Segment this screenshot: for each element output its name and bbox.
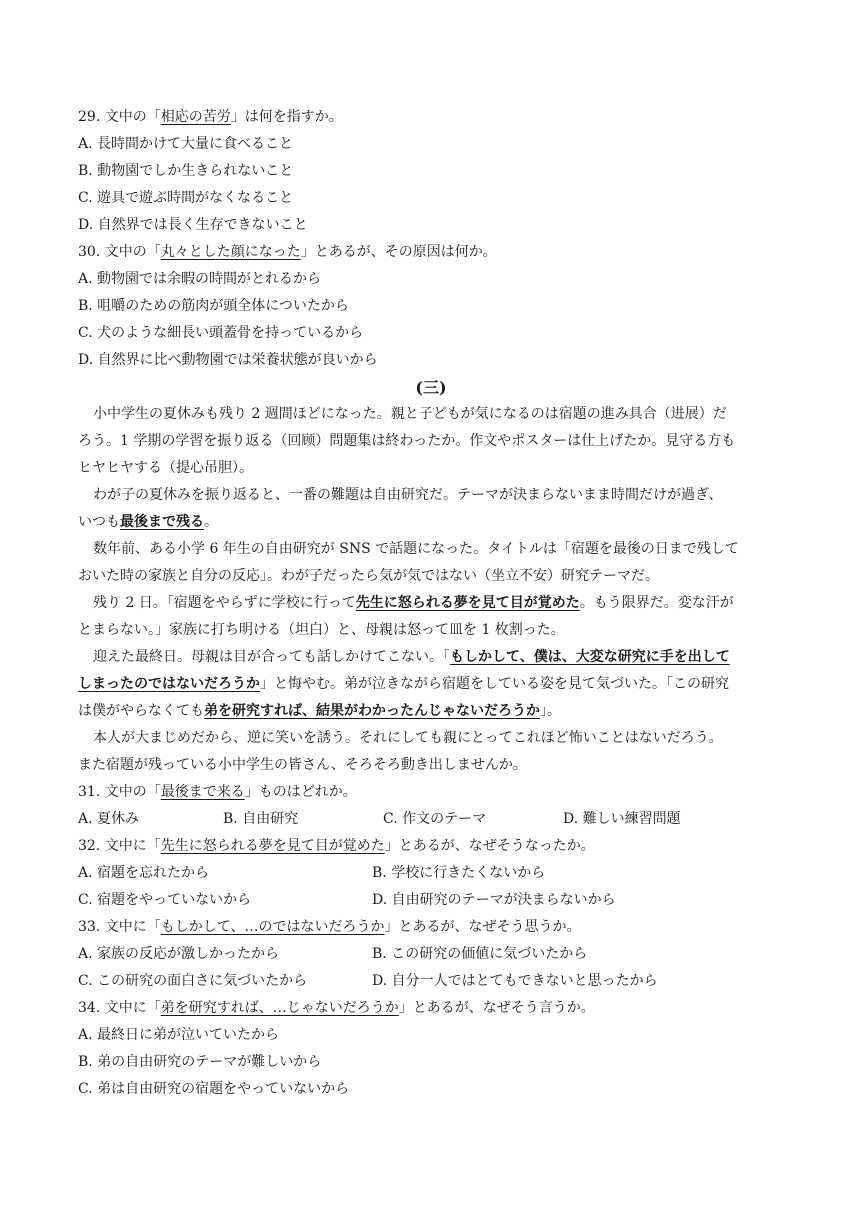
option-b: B. 動物園でしか生きられないこと	[78, 163, 294, 179]
underlined-phrase: 弟を研究すれば、結果がわかったんじゃないだろうか	[204, 703, 540, 719]
passage-line: いつも最後まで残る。	[78, 514, 218, 530]
option-c: C. 犬のような細長い頭蓋骨を持っているから	[78, 325, 364, 341]
underlined-phrase: しまったのではないだろうか	[78, 676, 260, 692]
option-d: D. 自分一人ではとてもできないと思ったから	[372, 973, 658, 989]
question-31: 31. 文中の「最後まで来る」ものはどれか。	[78, 784, 357, 800]
option-c: C. この研究の面白さに気づいたから	[78, 973, 308, 989]
passage-line: 数年前、ある小学 6 年生の自由研究が SNS で話題になった。タイトルは「宿題を最後の日まで残して	[93, 541, 739, 557]
option-a: A. 動物園では余暇の時間がとれるから	[78, 271, 322, 287]
option-b: B. この研究の価値に気づいたから	[372, 946, 588, 962]
option-c: C. 弟は自由研究の宿題をやっていないから	[78, 1081, 350, 1097]
options-row	[78, 860, 784, 887]
passage-line: しまったのではないだろうか」と悔やむ。弟が泣きながら宿題をしている姿を見て気づいた。「この研究	[78, 676, 729, 692]
section-title: (三)	[415, 378, 447, 397]
option-c: C. 作文のテーマ	[383, 811, 487, 827]
question-33: 33. 文中に「もしかして、…のではないだろうか」とあるが、なぜそう思うか。	[78, 919, 581, 935]
underlined-phrase: 相応の苦労	[160, 109, 231, 125]
question-32: 32. 文中に「先生に怒られる夢を見て目が覚めた」とあるが、なぜそうなったか。	[78, 838, 595, 854]
passage-line: ろう。1 学期の学習を振り返る（回顾）問題集は終わったか。作文やポスターは仕上げたか。見守る方も	[78, 433, 736, 449]
option-b: B. 学校に行きたくないから	[372, 865, 546, 881]
option-d: D. 自然界では長く生存できないこと	[78, 217, 308, 233]
option-d: D. 自然界に比べ動物園では栄養状態が良いから	[78, 352, 378, 368]
passage-line: 残り 2 日。「宿題をやらずに学校に行って先生に怒られる夢を見て目が覚めた。もう限界だ。変な汗が	[93, 595, 734, 611]
underlined-phrase: もしかして、…のではないだろうか	[160, 919, 385, 935]
underlined-phrase: もしかして、僕は、大変な研究に手を出して	[450, 649, 730, 665]
question-29: 29. 文中の「相応の苦労」は何を指すか。	[78, 109, 343, 125]
passage-line: とまらない。」家族に打ち明ける（坦白）と、母親は怒って皿を 1 枚割った。	[78, 622, 565, 638]
options-row	[78, 941, 784, 968]
underlined-phrase: 最後まで来る	[160, 784, 245, 800]
question-34: 34. 文中に「弟を研究すれば、…じゃないだろうか」とあるが、なぜそう言うか。	[78, 1000, 595, 1016]
underlined-phrase: 先生に怒られる夢を見て目が覚めた	[160, 838, 385, 854]
passage-line: おいた時の家族と自分の反応」。わが子だったら気が気ではない（坐立不安）研究テーマだ。	[78, 568, 659, 584]
option-c: C. 遊具で遊ぶ時間がなくなること	[78, 190, 294, 206]
option-a: A. 家族の反応が激しかったから	[78, 946, 280, 962]
underlined-phrase: 丸々とした顔になった	[160, 244, 301, 260]
passage-line: は僕がやらなくても弟を研究すれば、結果がわかったんじゃないだろうか」。	[78, 703, 561, 719]
passage-line: 本人が大まじめだから、逆に笑いを誘う。それにしても親にとってこれほど怖いことはないだろう。	[93, 730, 723, 746]
underlined-phrase: 弟を研究すれば、…じゃないだろうか	[160, 1000, 399, 1016]
options-row	[78, 806, 784, 833]
passage-line: わが子の夏休みを振り返ると、一番の難題は自由研究だ。テーマが決まらないまま時間だけが過ぎ、	[93, 487, 723, 503]
option-b: B. 自由研究	[223, 811, 299, 827]
option-a: A. 夏休み	[78, 811, 140, 827]
question-30: 30. 文中の「丸々とした顔になった」とあるが、その原因は何か。	[78, 244, 497, 260]
option-c: C. 宿題をやっていないから	[78, 892, 252, 908]
option-b: B. 咀嚼のための筋肉が頭全体についたから	[78, 298, 349, 314]
option-a: A. 最終日に弟が泣いていたから	[78, 1027, 280, 1043]
option-d: D. 難しい練習問題	[563, 811, 681, 827]
option-b: B. 弟の自由研究のテーマが難しいから	[78, 1054, 322, 1070]
underlined-phrase: 最後まで残る	[120, 514, 204, 530]
passage-line: 小中学生の夏休みも残り 2 週間ほどになった。親と子どもが気になるのは宿題の進み具合（进展）だ	[93, 406, 727, 422]
options-row	[78, 887, 784, 914]
passage-line: 迎えた最終日。母親は目が合っても話しかけてこない。「もしかして、僕は、大変な研究に手を出して	[93, 649, 730, 665]
underlined-phrase: 先生に怒られる夢を見て目が覚めた	[355, 595, 580, 611]
option-a: A. 長時間かけて大量に食べること	[78, 136, 294, 152]
options-row	[78, 968, 784, 995]
exam-page	[78, 104, 784, 1103]
passage-line: ヒヤヒヤする（提心吊胆）。	[78, 460, 253, 476]
passage-line: また宿題が残っている小中学生の皆さん、そろそろ動き出しませんか。	[78, 757, 527, 773]
option-d: D. 自由研究のテーマが決まらないから	[372, 892, 616, 908]
option-a: A. 宿題を忘れたから	[78, 865, 210, 881]
